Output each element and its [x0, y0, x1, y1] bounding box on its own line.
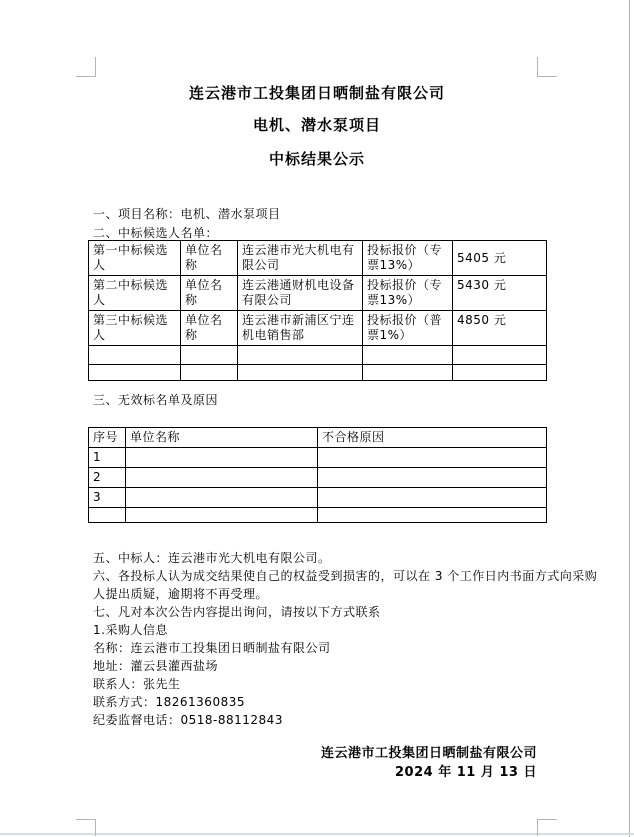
crop-mark-bottom-right	[537, 819, 557, 836]
header-serial-number: 序号	[89, 428, 126, 448]
empty-cell	[89, 508, 126, 523]
candidate-price: 4850 元	[453, 311, 547, 346]
candidate-company: 连云港市光大机电有限公司	[238, 241, 363, 276]
candidates-table	[88, 240, 547, 381]
section-2-candidate-list-heading: 二、中标候选人名单：	[93, 226, 219, 240]
paragraph-6-objection-line2: 人提出质疑，逾期将不再受理。	[93, 587, 269, 601]
invalid-row-2	[89, 468, 547, 488]
field-label: 单位名称	[181, 276, 238, 311]
doc-title-company: 连云港市工投集团日晒制盐有限公司	[188, 84, 445, 102]
crop-mark-top-left	[76, 57, 96, 77]
company-cell	[126, 468, 318, 488]
reason-cell	[318, 448, 547, 468]
reason-cell	[318, 468, 547, 488]
field-label: 单位名称	[181, 241, 238, 276]
candidate-row-empty	[89, 365, 547, 381]
paragraph-7-contact: 七、凡对本次公告内容提出询问，请按以下方式联系	[93, 605, 381, 619]
crop-mark-bottom-left	[76, 819, 96, 836]
serial-number: 2	[89, 468, 126, 488]
empty-cell	[363, 365, 453, 381]
empty-cell	[453, 346, 547, 365]
reason-cell	[318, 488, 547, 508]
doc-title-project: 电机、潜水泵项目	[252, 116, 381, 134]
candidate-price: 5405 元	[453, 241, 547, 276]
candidate-company: 连云港通财机电设备有限公司	[238, 276, 363, 311]
header-company-name: 单位名称	[126, 428, 318, 448]
invalid-row-empty	[89, 508, 547, 523]
empty-cell	[238, 365, 363, 381]
paragraph-6-objection-line1: 六、各投标人认为成交结果使自己的权益受到损害的，可以在 3 个工作日内书面方式向采购	[93, 569, 598, 583]
crop-mark-top-right	[537, 57, 557, 77]
buyer-info-heading: 1.采购人信息	[93, 623, 168, 637]
candidate-rank: 第一中标候选人	[89, 241, 181, 276]
price-label: 投标报价（普票1%）	[363, 311, 453, 346]
price-label: 投标报价（专票13%）	[363, 241, 453, 276]
empty-cell	[89, 346, 181, 365]
invalid-row-3	[89, 488, 547, 508]
invalid-bids-table	[88, 427, 547, 523]
candidate-row-2	[89, 276, 547, 311]
empty-cell	[363, 346, 453, 365]
candidate-row-empty	[89, 346, 547, 365]
section-1-project-name: 一、项目名称：电机、潜水泵项目	[93, 207, 281, 221]
company-cell	[126, 488, 318, 508]
serial-number: 3	[89, 488, 126, 508]
header-disqualification-reason: 不合格原因	[318, 428, 547, 448]
candidate-price: 5430 元	[453, 276, 547, 311]
invalid-table-header-row	[89, 428, 547, 448]
buyer-contact-person: 联系人：张先生	[93, 677, 181, 691]
empty-cell	[318, 508, 547, 523]
section-3-invalid-bids-heading: 三、无效标名单及原因	[93, 393, 219, 407]
empty-cell	[89, 365, 181, 381]
candidate-rank: 第二中标候选人	[89, 276, 181, 311]
buyer-phone: 联系方式：18261360835	[93, 695, 245, 709]
company-cell	[126, 448, 318, 468]
invalid-row-1	[89, 448, 547, 468]
buyer-address: 地址：灌云县灌西盐场	[93, 659, 219, 673]
empty-cell	[181, 365, 238, 381]
signature-date: 2024 年 11 月 13 日	[395, 765, 537, 780]
field-label: 单位名称	[181, 311, 238, 346]
closing-paragraphs	[93, 549, 597, 729]
empty-cell	[238, 346, 363, 365]
supervision-phone: 纪委监督电话：0518-88112843	[93, 713, 283, 727]
empty-cell	[181, 346, 238, 365]
candidate-row-3	[89, 311, 547, 346]
candidate-rank: 第三中标候选人	[89, 311, 181, 346]
paragraph-5-winner: 五、中标人：连云港市光大机电有限公司。	[93, 551, 331, 565]
candidate-row-1	[89, 241, 547, 276]
signature-company: 连云港市工投集团日晒制盐有限公司	[320, 746, 537, 761]
signature-block	[321, 744, 537, 782]
empty-cell	[453, 365, 547, 381]
price-label: 投标报价（专票13%）	[363, 276, 453, 311]
candidate-company: 连云港市新浦区宁连机电销售部	[238, 311, 363, 346]
empty-cell	[126, 508, 318, 523]
buyer-name: 名称：连云港市工投集团日晒制盐有限公司	[93, 641, 331, 655]
doc-title-announcement: 中标结果公示	[268, 150, 365, 168]
serial-number: 1	[89, 448, 126, 468]
